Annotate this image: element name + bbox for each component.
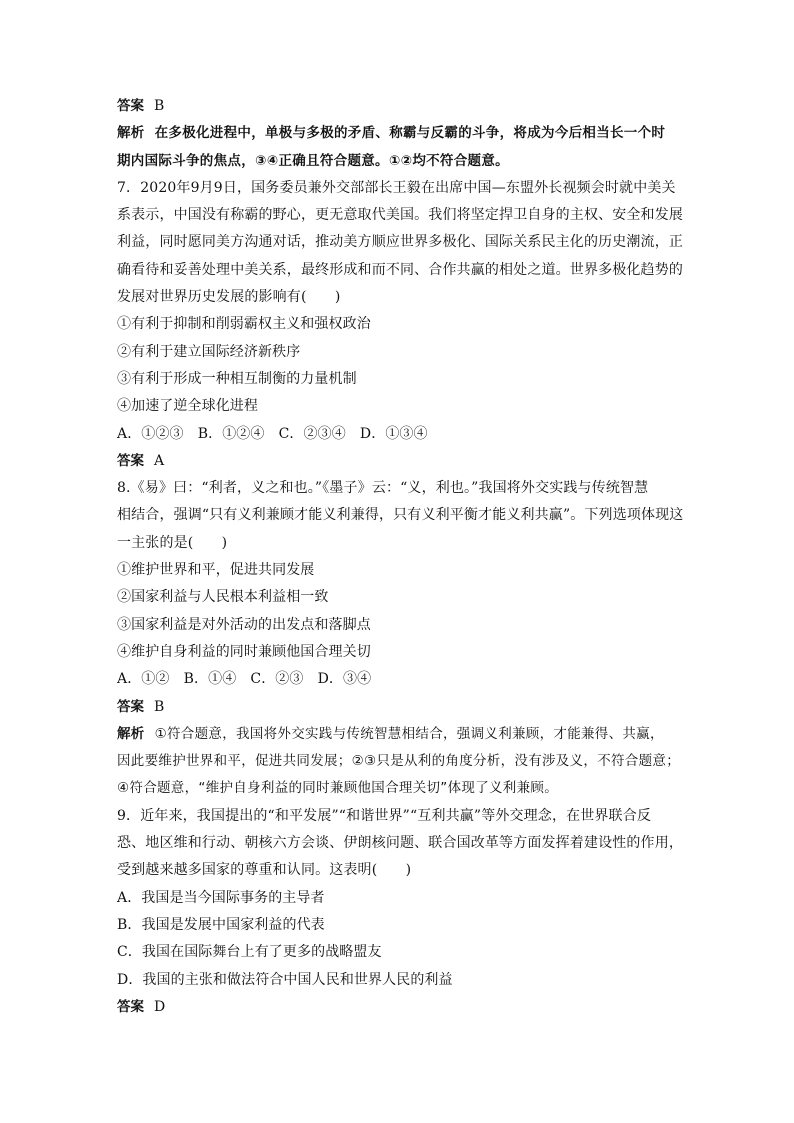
choice-list: A．①② B．①④ C．②③ D．③④ bbox=[117, 671, 372, 688]
question-9-text: 恐、地区维和行动、朝核六方会谈、伊朗核问题、联合国改革等方面发挥着建设性的作用， bbox=[117, 835, 683, 852]
document-page bbox=[117, 93, 684, 1021]
analysis-text: 在多极化进程中，单极与多极的矛盾、称霸与反霸的斗争，将成为今后相当长一个时 bbox=[154, 125, 666, 142]
choice-list: A．①②③ B．①②④ C．②③④ D．①③④ bbox=[117, 425, 428, 442]
analysis-tag: 解析 bbox=[117, 725, 145, 742]
option-item: ②国家利益与人民根本利益相一致 bbox=[117, 589, 329, 606]
analysis-line bbox=[117, 721, 679, 748]
option-item: ④维护自身利益的同时兼顾他国合理关切 bbox=[117, 643, 371, 660]
option-item: ①有利于抑制和削弱霸权主义和强权政治 bbox=[117, 316, 371, 333]
option-item: A．我国是当今国际事务的主导者 bbox=[117, 889, 325, 906]
question-7-text: 发展对世界历史发展的影响有( ) bbox=[117, 289, 341, 306]
question-8-text: 相结合，强调“只有义利兼顾才能义利兼得，只有义利平衡才能义利共赢”。下列选项体现这 bbox=[117, 507, 684, 524]
option-item: C．我国在国际舞台上有了更多的战略盟友 bbox=[117, 944, 382, 961]
answer-line bbox=[117, 694, 679, 721]
analysis-text: ①符合题意，我国将外交实践与传统智慧相结合，强调义利兼顾，才能兼得、共赢， bbox=[154, 725, 664, 742]
analysis-tag: 解析 bbox=[117, 125, 145, 142]
question-7-text: 系表示，中国没有称霸的野心，更无意取代美国。我们将坚定捍卫自身的主权、安全和发展 bbox=[117, 207, 683, 224]
analysis-line bbox=[117, 120, 679, 147]
answer-value: D bbox=[154, 998, 166, 1015]
answer-value: A bbox=[154, 452, 165, 469]
question-7-text: 利益，同时愿同美方沟通对话，推动美方顺应世界多极化、国际关系民主化的历史潮流，正 bbox=[117, 234, 683, 251]
answer-tag: 答案 bbox=[117, 698, 144, 715]
question-7-text: 7．2020年9月9日，国务委员兼外交部部长王毅在出席中国—东盟外长视频会时就中美关 bbox=[117, 179, 676, 196]
option-item: ④加速了逆全球化进程 bbox=[117, 398, 258, 415]
option-item: D．我国的主张和做法符合中国人民和世界人民的利益 bbox=[117, 971, 453, 988]
analysis-text: ④符合题意，“维护自身利益的同时兼顾他国合理关切”体现了义利兼顾。 bbox=[117, 780, 558, 797]
option-item: B．我国是发展中国家利益的代表 bbox=[117, 916, 325, 933]
question-7-text: 确看待和妥善处理中美关系，最终形成和而不同、合作共赢的相处之道。世界多极化趋势的 bbox=[117, 261, 683, 278]
answer-tag: 答案 bbox=[117, 452, 144, 469]
question-8-text: 8.《易》曰：“利者，义之和也。”《墨子》云：“义，利也。”我国将外交实践与传统智慧 bbox=[117, 480, 649, 497]
option-item: ①维护世界和平，促进共同发展 bbox=[117, 562, 315, 579]
answer-value: B bbox=[154, 698, 165, 715]
answer-tag: 答案 bbox=[117, 98, 144, 114]
question-8-text: 一主张的是( ) bbox=[117, 534, 228, 551]
answer-line bbox=[117, 994, 679, 1021]
option-item: ③国家利益是对外活动的出发点和落脚点 bbox=[117, 616, 371, 633]
answer-value: B bbox=[154, 98, 165, 114]
analysis-text: 期内国际斗争的焦点，③④正确且符合题意。①②均不符合题意。 bbox=[117, 152, 509, 169]
question-9-text: 受到越来越多国家的尊重和认同。这表明( ) bbox=[117, 862, 412, 879]
answer-tag: 答案 bbox=[117, 998, 144, 1015]
answer-line bbox=[117, 93, 679, 120]
option-item: ③有利于形成一种相互制衡的力量机制 bbox=[117, 370, 357, 387]
question-9-text: 9．近年来，我国提出的“和平发展”“和谐世界”“互利共赢”等外交理念，在世界联合反 bbox=[117, 807, 651, 824]
option-item: ②有利于建立国际经济新秩序 bbox=[117, 343, 301, 360]
analysis-text: 因此要维护世界和平，促进共同发展；②③只是从利的角度分析，没有涉及义，不符合题意； bbox=[117, 753, 681, 770]
answer-line bbox=[117, 448, 679, 475]
